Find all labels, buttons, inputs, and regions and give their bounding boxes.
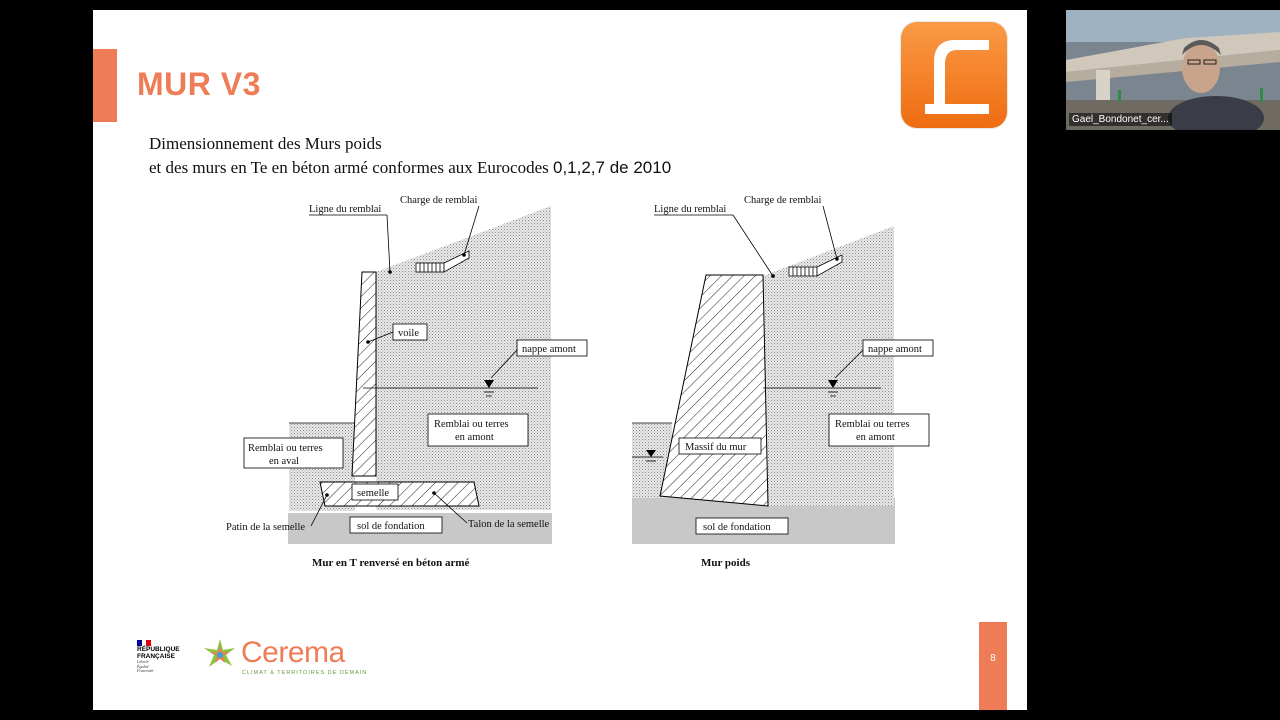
left-label-semelle: semelle xyxy=(357,488,390,499)
left-backfill-upstream xyxy=(376,206,551,510)
left-label-charge-remblai: Charge de remblai xyxy=(400,195,478,206)
page-number: 8 xyxy=(990,653,996,664)
left-label-remblai-amont-2: en amont xyxy=(455,432,494,443)
right-label-massif: Massif du mur xyxy=(685,442,747,453)
left-label-remblai-aval-2: en aval xyxy=(269,456,300,467)
motto-egalite: Égalité xyxy=(137,663,149,669)
wall-stem-voile xyxy=(352,272,376,476)
cerema-wordmark: Cerema xyxy=(241,636,345,669)
subtitle-line-2-numbers: 0,1,2,7 de 2010 xyxy=(553,158,672,177)
left-label-remblai-aval-1: Remblai ou terres xyxy=(248,443,323,454)
left-label-ligne-remblai: Ligne du remblai xyxy=(309,204,382,215)
retaining-wall-diagrams xyxy=(93,10,1027,710)
wall-footing-semelle xyxy=(320,482,479,506)
subtitle-line-2-text: et des murs en Te en béton armé conformes aux Eurocodes xyxy=(149,158,553,177)
right-label-remblai-amont-1: Remblai ou terres xyxy=(835,419,910,430)
left-label-talon: Talon de la semelle xyxy=(468,519,550,530)
cerema-tagline: CLIMAT & TERRITOIRES DE DEMAIN xyxy=(242,670,368,676)
t-wall-diagram xyxy=(226,195,587,569)
republique-line-2: FRANÇAISE xyxy=(137,653,175,660)
slide-title: MUR V3 xyxy=(137,66,261,102)
right-diagram-caption: Mur poids xyxy=(701,557,751,569)
presentation-slide xyxy=(93,10,1027,710)
webcam-video-tile[interactable] xyxy=(1066,10,1280,130)
subtitle-line-1: Dimensionnement des Murs poids xyxy=(149,134,382,153)
motto-liberte: Liberté xyxy=(137,659,149,664)
republique-francaise-logo xyxy=(137,640,183,674)
webcam-participant-name: Gael_Bondonet_cer... xyxy=(1069,113,1172,126)
left-label-patin: Patin de la semelle xyxy=(226,522,306,533)
left-diagram-caption: Mur en T renversé en béton armé xyxy=(312,557,470,569)
page-number-bar xyxy=(979,622,1007,710)
left-label-voile: voile xyxy=(398,328,419,339)
right-label-charge-remblai: Charge de remblai xyxy=(744,195,822,206)
cerema-logo xyxy=(201,636,368,684)
right-label-sol-fondation: sol de fondation xyxy=(703,522,771,533)
left-label-remblai-amont-1: Remblai ou terres xyxy=(434,419,509,430)
cerema-star-icon xyxy=(201,638,239,672)
right-label-nappe-amont: nappe amont xyxy=(868,344,922,355)
left-label-sol-fondation: sol de fondation xyxy=(357,521,425,532)
webcam-video-feed xyxy=(1066,10,1280,130)
motto-fraternite: Fraternité xyxy=(137,668,154,673)
republique-line-1: RÉPUBLIQUE xyxy=(137,646,180,653)
gravity-wall-diagram xyxy=(632,195,933,569)
right-label-ligne-remblai: Ligne du remblai xyxy=(654,204,727,215)
right-label-remblai-amont-2: en amont xyxy=(856,432,895,443)
gravity-wall-massif xyxy=(660,275,768,506)
left-label-nappe-amont: nappe amont xyxy=(522,344,576,355)
